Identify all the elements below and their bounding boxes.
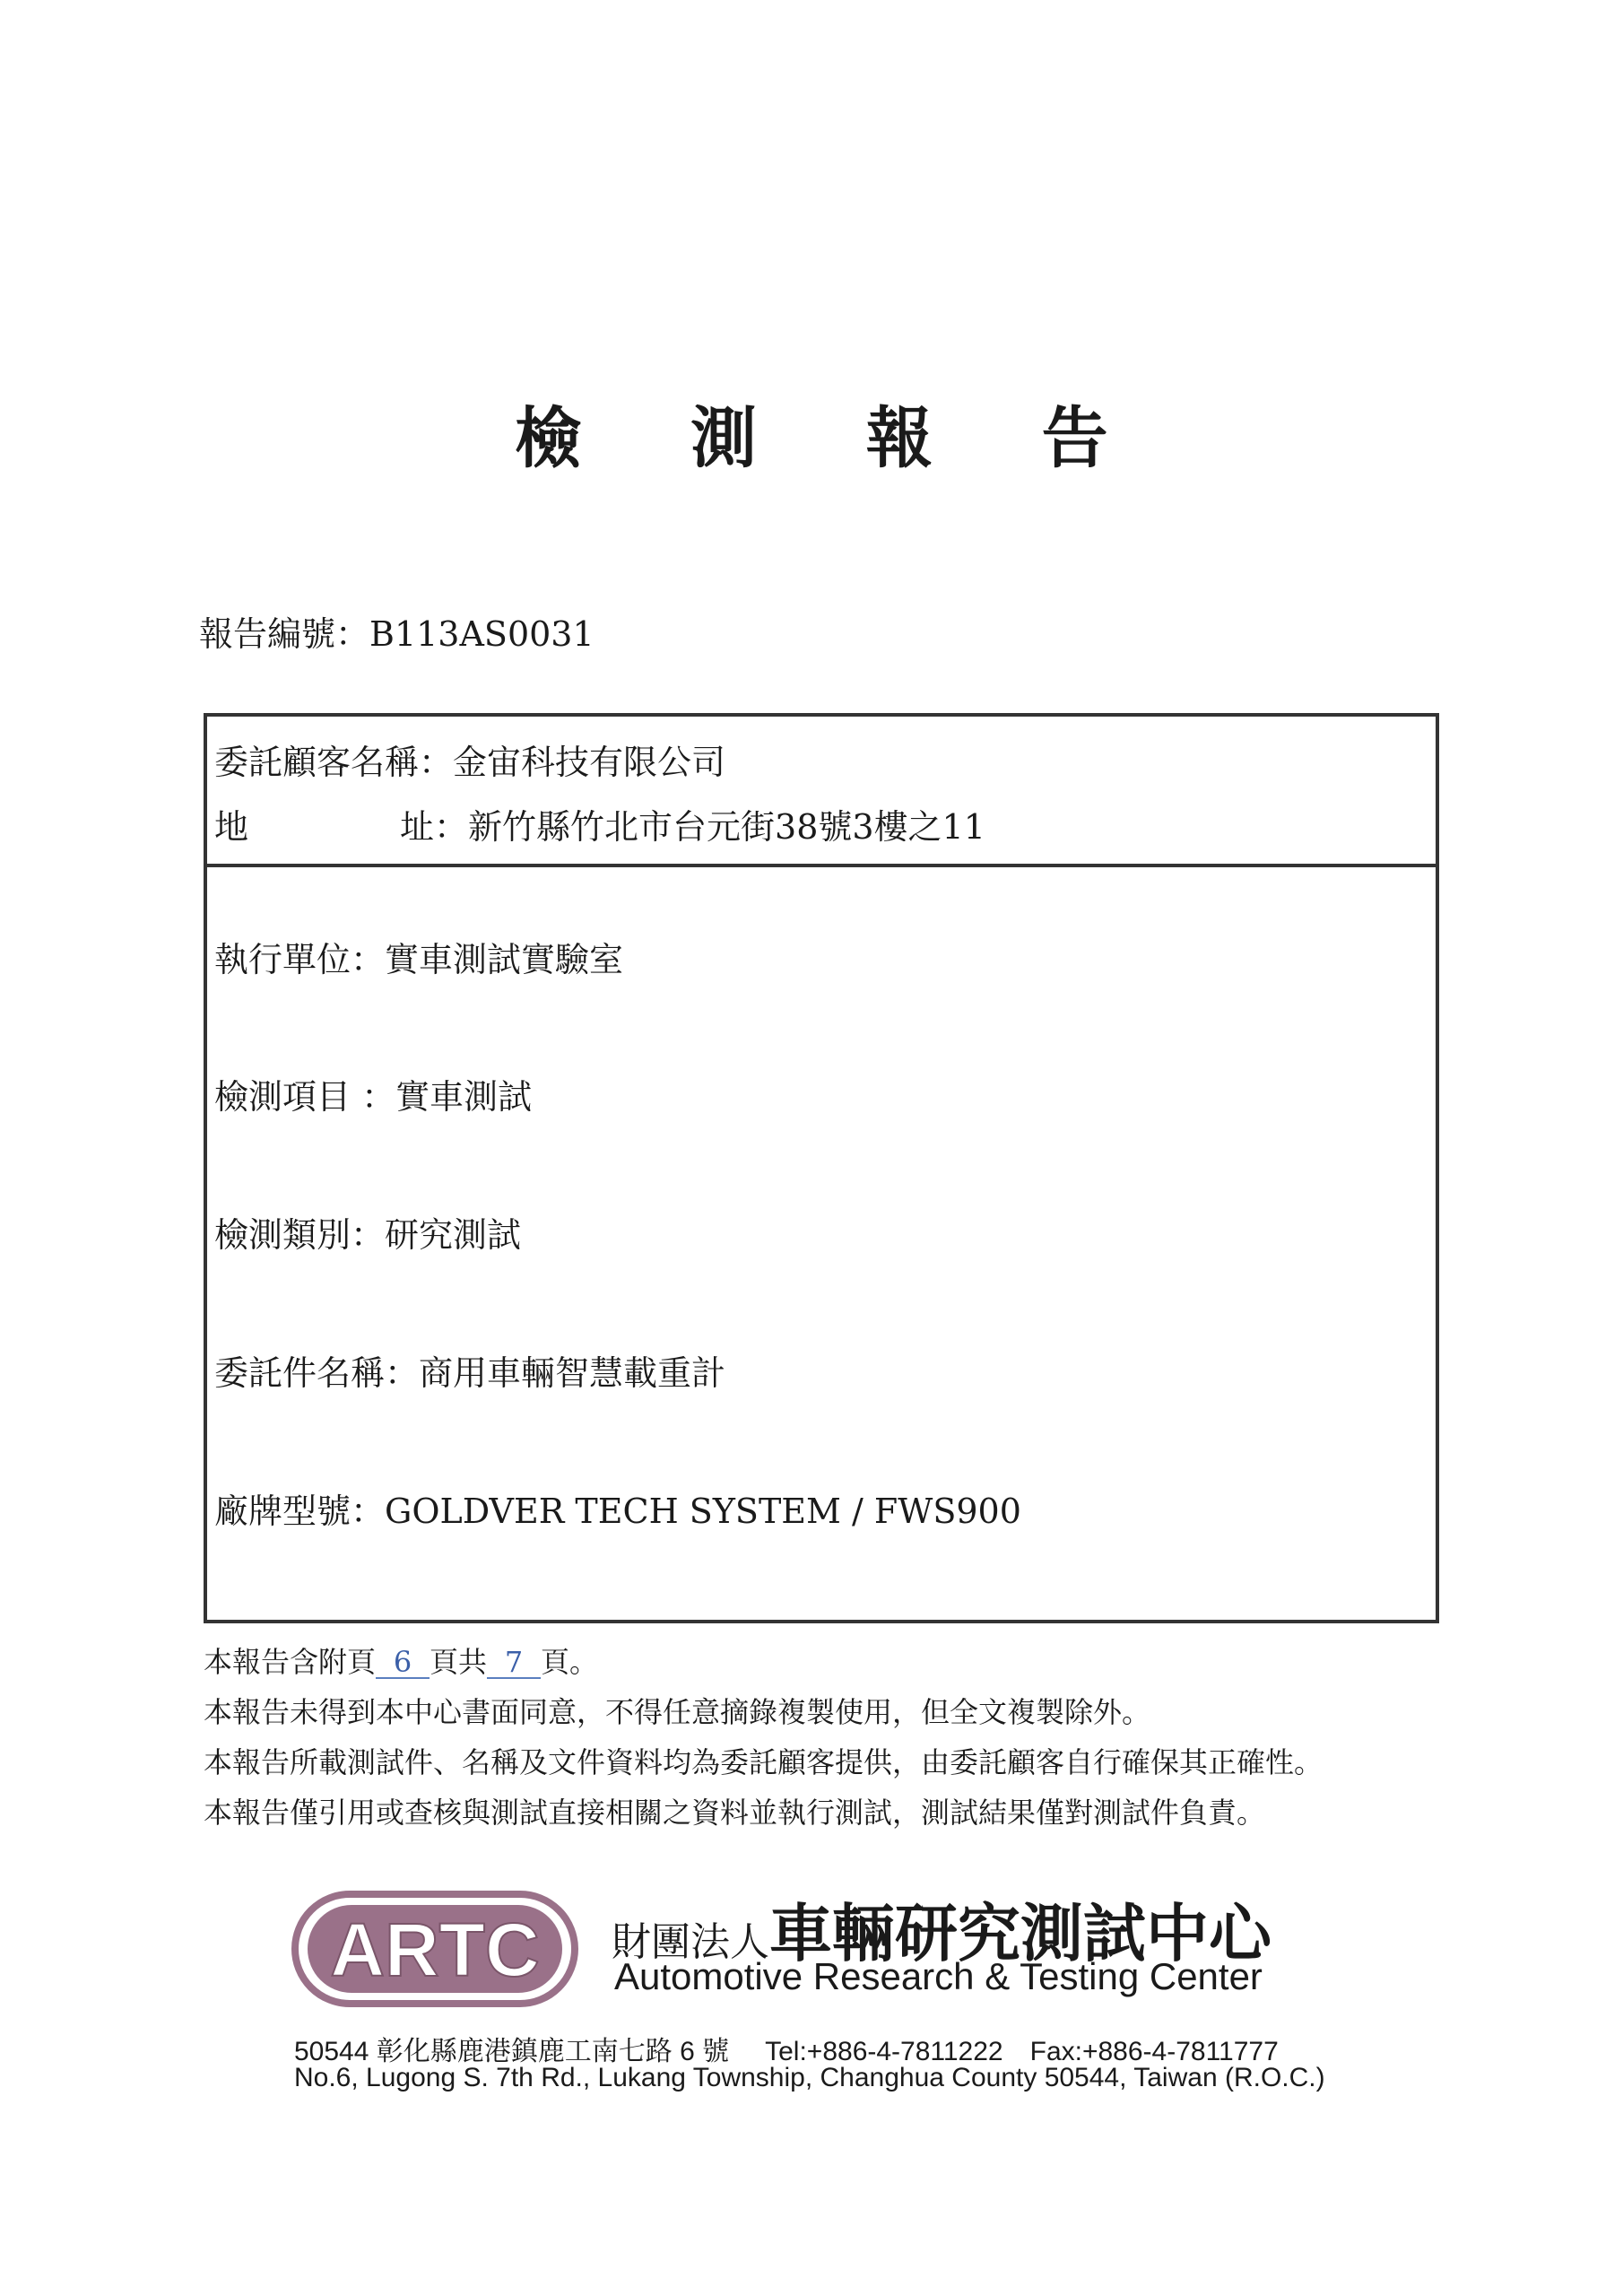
note-pages-attached: 6	[376, 1647, 430, 1679]
note-client-responsibility: 本報告所載測試件、名稱及文件資料均為委託顧客提供，由委託顧客自行確保其正確性。	[204, 1745, 1324, 1779]
field-test-item	[214, 1069, 532, 1118]
client-address-label-1: 地	[214, 807, 249, 847]
org-name-en: Automotive Research & Testing Center	[614, 1955, 1263, 1997]
field-value: 實車測試實驗室	[385, 940, 624, 979]
field-value: 實車測試	[395, 1077, 533, 1117]
field-brand-model	[214, 1483, 1021, 1533]
org-address-zh: 50544 彰化縣鹿港鎮鹿工南七路 6 號	[294, 2037, 730, 2066]
field-value: GOLDVER TECH SYSTEM / FWS900	[385, 1492, 1021, 1531]
org-tel: Tel:+886-4-7811222	[765, 2037, 1003, 2066]
field-executing-unit	[214, 932, 623, 981]
client-section	[207, 717, 1436, 867]
client-address-label-2	[400, 799, 985, 848]
note-pages-middle: 頁共	[430, 1645, 488, 1679]
note-copy-restriction: 本報告未得到本中心書面同意，不得任意摘錄複製使用，但全文複製除外。	[204, 1695, 1151, 1729]
field-label: 執行單位：	[214, 940, 386, 979]
note-test-scope: 本報告僅引用或查核與測試直接相關之資料並執行測試，測試結果僅對測試件負責。	[204, 1796, 1266, 1830]
client-address-label-2-text: 址：	[400, 807, 469, 847]
artc-logo	[291, 1891, 578, 2007]
field-test-category	[214, 1207, 521, 1257]
org-name-zh-prefix: 財團法人	[612, 1919, 769, 1965]
client-name-row	[214, 735, 725, 784]
note-pages-total: 7	[487, 1647, 541, 1679]
field-label: 檢測項目 ：	[214, 1077, 396, 1117]
report-notes	[204, 1637, 1323, 1838]
org-name-zh-main: 車輛研究測試中心	[769, 1897, 1271, 1970]
field-label: 委託件名稱：	[214, 1353, 420, 1393]
field-label: 廠牌型號：	[214, 1492, 386, 1531]
document-title: 檢 測 報 告	[515, 400, 1151, 477]
report-number-value: B113AS0031	[369, 614, 595, 654]
client-address-value: 新竹縣竹北市台元街38號3樓之11	[468, 807, 985, 847]
client-name-value: 金宙科技有限公司	[453, 743, 726, 782]
report-number-label: 報告編號：	[199, 614, 370, 654]
note-pages-suffix: 頁。	[541, 1645, 599, 1679]
report-info-box	[204, 713, 1439, 1623]
org-address-en: No.6, Lugong S. 7th Rd., Lukang Township, Changhua County 50544, Taiwan (R.O.C.)	[294, 2063, 1325, 2092]
report-number	[199, 606, 595, 656]
field-entrusted-item	[214, 1345, 725, 1395]
note-pages-prefix: 本報告含附頁	[204, 1645, 377, 1679]
field-value: 商用車輛智慧載重計	[419, 1353, 726, 1393]
logo-text: ARTC	[330, 1908, 540, 1992]
org-fax: Fax:+886-4-7811777	[1029, 2037, 1279, 2066]
client-name-label: 委託顧客名稱：	[214, 743, 454, 782]
field-value: 研究測試	[385, 1215, 522, 1255]
field-label: 檢測類別：	[214, 1215, 386, 1255]
note-page-count	[204, 1637, 1323, 1687]
